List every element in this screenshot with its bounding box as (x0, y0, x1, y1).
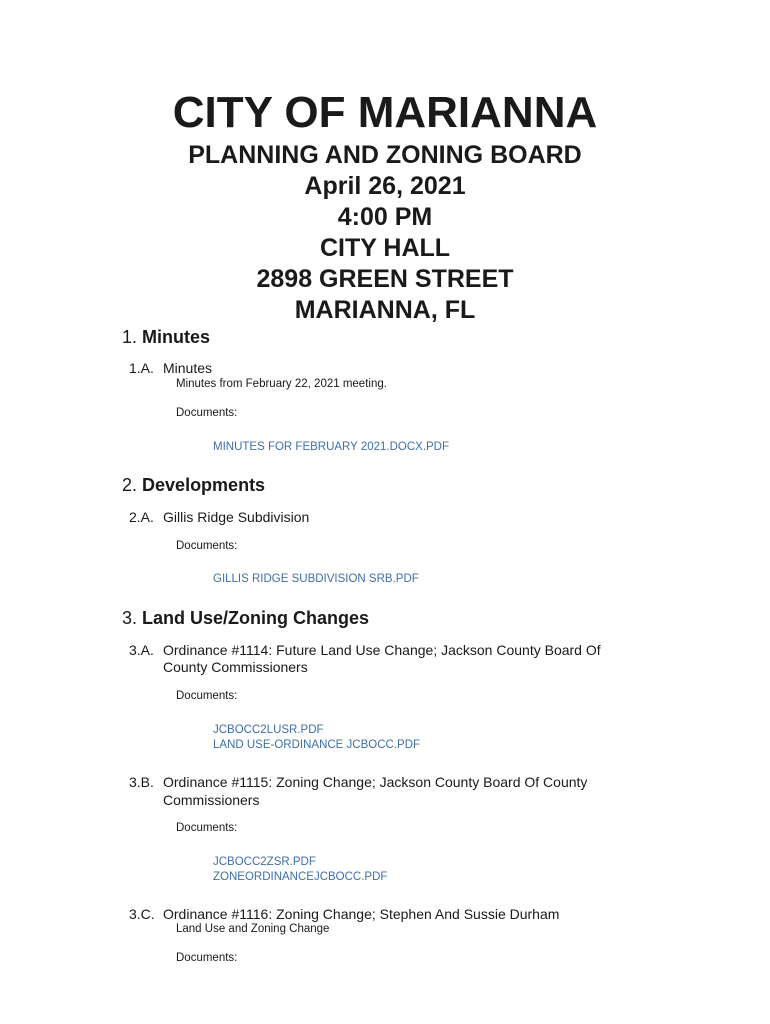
item-label: 2.A. (129, 509, 154, 525)
item-label: 3.C. (129, 906, 155, 922)
item-title: Ordinance #1116: Zoning Change; Stephen And Sussie Durham (163, 906, 560, 922)
item-title: County Commissioners (163, 659, 308, 675)
document-link[interactable]: ZONEORDINANCEJCBOCC.PDF (213, 871, 388, 883)
section-title: Developments (142, 475, 266, 495)
document-link[interactable]: LAND USE-ORDINANCE JCBOCC.PDF (213, 739, 421, 751)
section-heading (122, 474, 265, 496)
item-title: Ordinance #1114: Future Land Use Change; Jackson County Board Of (163, 642, 601, 658)
document-link[interactable]: GILLIS RIDGE SUBDIVISION SRB.PDF (213, 573, 419, 585)
item-title: Ordinance #1115: Zoning Change; Jackson County Board Of County (163, 774, 588, 790)
meeting-street: 2898 GREEN STREET (256, 265, 514, 293)
meeting-town: MARIANNA, FL (294, 296, 476, 324)
item-label: 1.A. (129, 360, 154, 376)
item-label: 3.B. (129, 774, 154, 790)
item-title: Gillis Ridge Subdivision (163, 509, 310, 525)
document-link[interactable]: JCBOCC2ZSR.PDF (213, 856, 316, 868)
city-title: CITY OF MARIANNA (172, 88, 598, 137)
section-heading (122, 326, 210, 348)
documents-label: Documents: (176, 952, 238, 964)
documents-label: Documents: (176, 690, 238, 702)
documents-label: Documents: (176, 540, 238, 552)
item-description: Land Use and Zoning Change (176, 923, 330, 935)
item-description: Minutes from February 22, 2021 meeting. (176, 378, 387, 390)
meeting-date: April 26, 2021 (304, 172, 466, 200)
meeting-place: CITY HALL (319, 234, 451, 262)
documents-label: Documents: (176, 407, 238, 419)
section-heading (122, 607, 369, 629)
board-title: PLANNING AND ZONING BOARD (188, 141, 582, 169)
document-link[interactable]: JCBOCC2LUSR.PDF (213, 724, 324, 736)
section-number: 3. (122, 608, 138, 628)
document-link[interactable]: MINUTES FOR FEBRUARY 2021.DOCX.PDF (213, 441, 450, 453)
documents-label: Documents: (176, 822, 238, 834)
section-number: 1. (122, 327, 138, 347)
item-label: 3.A. (129, 642, 154, 658)
section-title: Land Use/Zoning Changes (142, 608, 370, 628)
section-title: Minutes (142, 327, 211, 347)
item-title: Commissioners (163, 792, 260, 808)
meeting-time: 4:00 PM (337, 203, 433, 231)
section-number: 2. (122, 475, 138, 495)
item-title: Minutes (163, 360, 213, 376)
